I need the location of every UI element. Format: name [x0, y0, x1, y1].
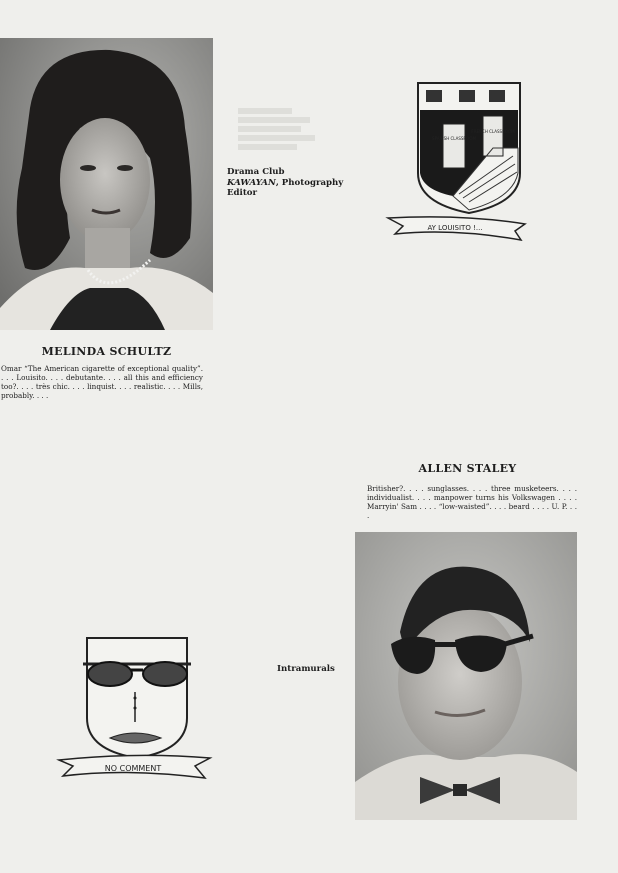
activities-allen	[277, 664, 357, 675]
door-sign-spanish: SPANISH CLASSROOM	[432, 136, 476, 141]
crest-allen	[55, 630, 215, 788]
name-allen: ALLEN STALEY	[418, 462, 517, 475]
crest-banner-allen: NO COMMENT	[104, 764, 162, 773]
activities-melinda	[227, 167, 367, 199]
name-melinda: MELINDA SCHULTZ	[41, 345, 172, 358]
activity-drama-club: Drama Club	[227, 167, 285, 177]
crest-banner-melinda: AY LOUISITO !...	[427, 224, 483, 232]
portrait-photo-allen	[355, 532, 577, 820]
door-sign-french: FRENCH CLASSROOM	[471, 129, 515, 134]
blurb-melinda: Omar “The American cigarette of exceptional quality”. . . . Louisito. . . . debutante. . . . all this and efficiency too?. . . . très chic. . . . linquist. . . . realistic. . . . Mills, probably. . . .	[1, 364, 203, 400]
blurb-allen: Britisher?. . . . sunglasses. . . . three musketeers. . . . individualist. . . . manpower turns his Volkswagen . . . . Marryin' Sam . . . . “low-waisted”. . . . beard . . . . U. P. . . .	[367, 484, 577, 520]
crest-melinda	[383, 78, 528, 243]
activity-intramurals: Intramurals	[277, 664, 335, 674]
portrait-photo-melinda	[0, 38, 213, 330]
activity-kawayan: KAWAYAN, Photography Editor	[227, 177, 344, 198]
